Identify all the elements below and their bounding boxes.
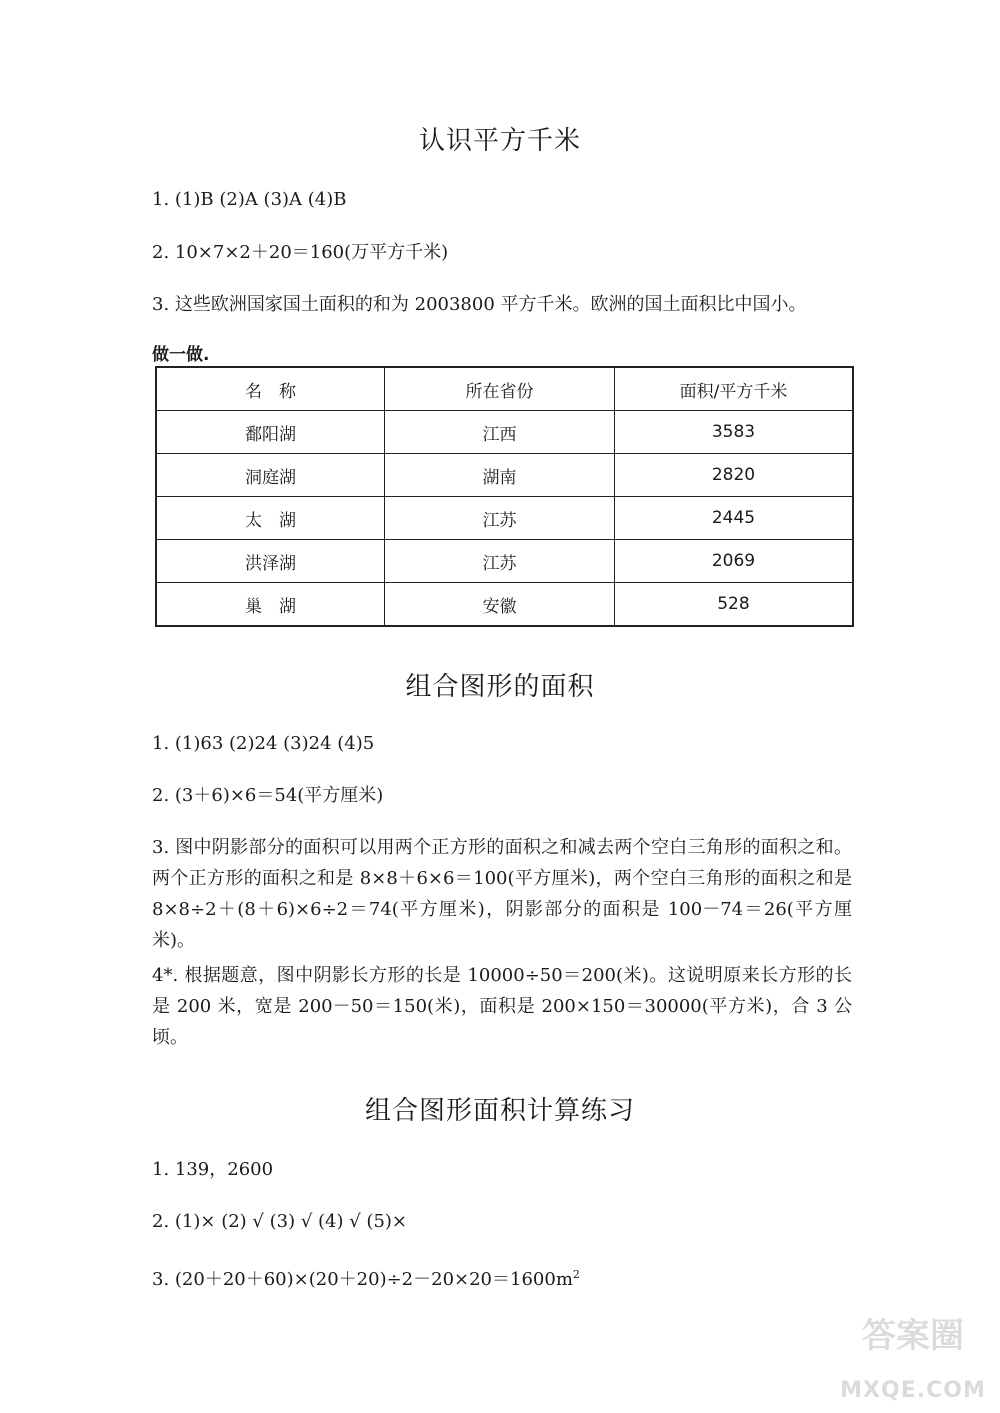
watermark-logo: 答案圈 [862, 1316, 964, 1356]
lake-province: 江苏 [385, 540, 615, 583]
answer-1: 1. 139，2600 [152, 1159, 274, 1180]
lake-name: 洞庭湖 [156, 454, 385, 497]
header-name: 名 称 [156, 367, 385, 411]
lake-area: 2445 [614, 497, 853, 540]
lake-province: 江西 [385, 411, 615, 454]
lake-name: 洪泽湖 [156, 540, 385, 583]
activity-label: 做一做. [152, 345, 210, 365]
watermark [838, 1308, 988, 1403]
lake-province: 安徽 [385, 583, 615, 627]
table-header-row [156, 367, 853, 411]
answer-3-expression: 3. (20＋20＋60)×(20＋20)÷2－20×20＝1600 [152, 1269, 556, 1290]
answer-3-unit-exponent: 2 [572, 1268, 580, 1281]
answer-2: 2. (1)× (2) √ (3) √ (4) √ (5)× [152, 1211, 408, 1232]
watermark-site: MXQE.COM [840, 1378, 986, 1403]
answer-3: 3. 图中阴影部分的面积可以用两个正方形的面积之和减去两个空白三角形的面积之和。两个正方形的面积之和是 8×8＋6×6＝100(平方厘米)，两个空白三角形的面积之和是 8×8÷2＋(8＋6)×6÷2＝74(平方厘米)，阴影部分的面积是 100－74＝26(平方厘米)。 [152, 837, 852, 951]
lake-name: 巢 湖 [156, 583, 385, 627]
answer-4: 4*. 根据题意，图中阴影长方形的长是 10000÷50＝200(米)。这说明原来长方形的长是 200 米，宽是 200－50＝150(米)，面积是 200×150＝30000(平方米)，合 3 公顷。 [152, 965, 852, 1048]
header-province: 所在省份 [385, 367, 615, 411]
table-row [156, 411, 853, 454]
answer-3: 3. 这些欧洲国家国土面积的和为 2003800 平方千米。欧洲的国土面积比中国小。 [152, 294, 807, 315]
table-row [156, 540, 853, 583]
answer-1: 1. (1)B (2)A (3)A (4)B [152, 189, 347, 210]
lake-area: 528 [614, 583, 853, 627]
lake-area: 3583 [614, 411, 853, 454]
lake-name: 太 湖 [156, 497, 385, 540]
section-title-composite-area: 组合图形的面积 [405, 672, 595, 702]
section-title-square-kilometer: 认识平方千米 [418, 126, 581, 156]
answer-3 [152, 1259, 852, 1295]
table-row [156, 497, 853, 540]
lake-area-table [155, 366, 854, 627]
table-row [156, 454, 853, 497]
header-area: 面积/平方千米 [614, 367, 853, 411]
section-title-composite-practice: 组合图形面积计算练习 [364, 1096, 635, 1126]
answer-1: 1. (1)63 (2)24 (3)24 (4)5 [152, 733, 375, 754]
answer-2: 2. 10×7×2＋20＝160(万平方千米) [152, 242, 449, 263]
lake-area: 2820 [614, 454, 853, 497]
answer-3-unit: m [555, 1269, 573, 1290]
answer-2: 2. (3＋6)×6＝54(平方厘米) [152, 785, 384, 806]
lake-province: 江苏 [385, 497, 615, 540]
lake-area: 2069 [614, 540, 853, 583]
lake-name: 鄱阳湖 [156, 411, 385, 454]
lake-province: 湖南 [385, 454, 615, 497]
table-row [156, 583, 853, 627]
